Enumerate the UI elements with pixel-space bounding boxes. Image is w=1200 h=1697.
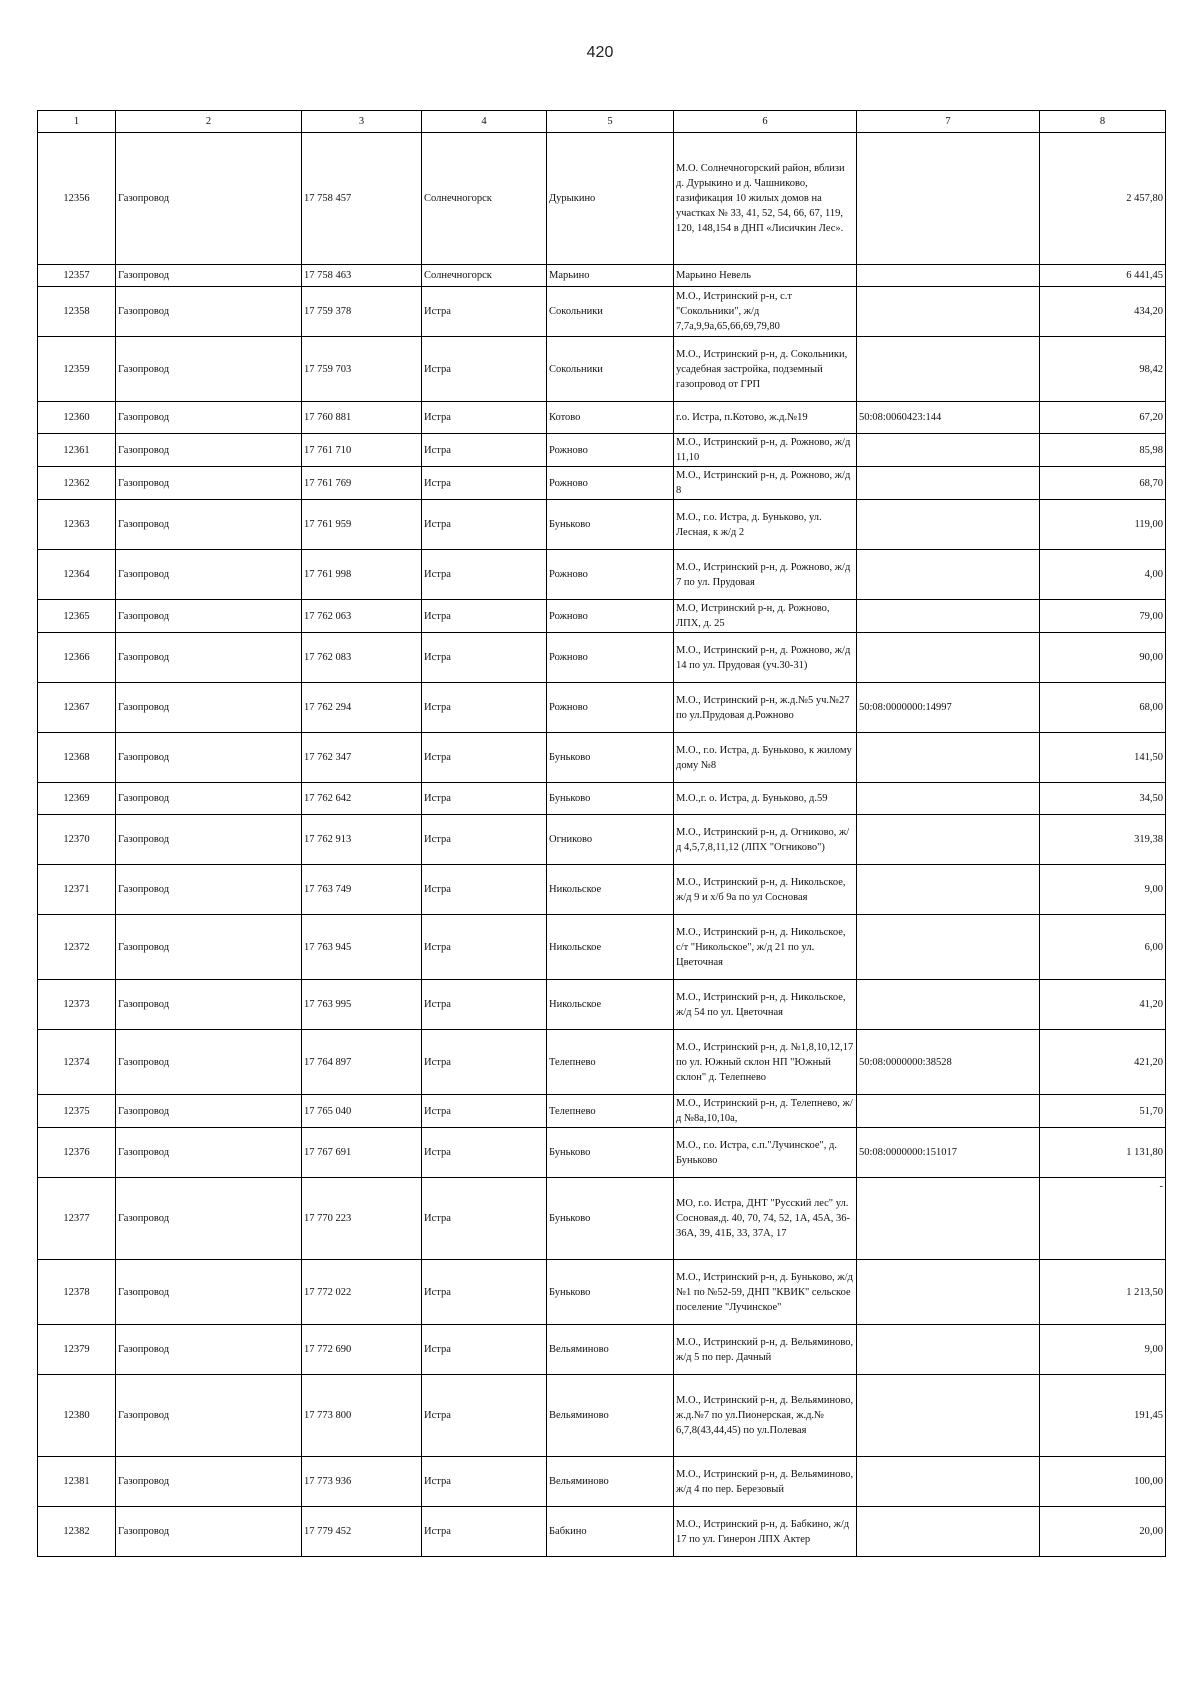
table-row xyxy=(38,1095,1166,1128)
table-row xyxy=(38,783,1166,815)
district-cell: Истра xyxy=(422,1095,547,1128)
district-cell: Истра xyxy=(422,1375,547,1457)
district-cell: Истра xyxy=(422,733,547,783)
row-number-cell: 12361 xyxy=(38,434,116,467)
object-name-cell: Газопровод xyxy=(116,733,302,783)
object-name-cell: Газопровод xyxy=(116,287,302,337)
column-header: 8 xyxy=(1040,111,1166,133)
district-cell: Истра xyxy=(422,1178,547,1260)
address-cell: Марьино Невель xyxy=(674,265,857,287)
value-cell: 6,00 xyxy=(1040,915,1166,980)
value-cell: 141,50 xyxy=(1040,733,1166,783)
district-cell: Истра xyxy=(422,1128,547,1178)
value-cell: 191,45 xyxy=(1040,1375,1166,1457)
cadastral-number-cell xyxy=(857,980,1040,1030)
object-name-cell: Газопровод xyxy=(116,337,302,402)
address-cell: М.О., Истринский р-н, д. Буньково, ж/д №1 по №52-59, ДНП "КВИК" сельское поселение "Лучинское" xyxy=(674,1260,857,1325)
table-row xyxy=(38,1178,1166,1260)
table-row xyxy=(38,683,1166,733)
locality-cell: Марьино xyxy=(547,265,674,287)
row-number-cell: 12367 xyxy=(38,683,116,733)
inventory-code-cell: 17 758 463 xyxy=(302,265,422,287)
cadastral-number-cell xyxy=(857,265,1040,287)
value-cell: 1 213,50 xyxy=(1040,1260,1166,1325)
object-name-cell: Газопровод xyxy=(116,1507,302,1557)
inventory-code-cell: 17 779 452 xyxy=(302,1507,422,1557)
row-number-cell: 12366 xyxy=(38,633,116,683)
table-row xyxy=(38,434,1166,467)
object-name-cell: Газопровод xyxy=(116,633,302,683)
address-cell: М.О.,г. о. Истра, д. Буньково, д.59 xyxy=(674,783,857,815)
address-cell: М.О., Истринский р-н, д. Бабкино, ж/д 17 по ул. Гинерон ЛПХ Актер xyxy=(674,1507,857,1557)
value-cell: 100,00 xyxy=(1040,1457,1166,1507)
locality-cell: Никольское xyxy=(547,915,674,980)
address-cell: М.О., г.о. Истра, д. Буньково, ул. Лесная, к ж/д 2 xyxy=(674,500,857,550)
locality-cell: Рожново xyxy=(547,467,674,500)
district-cell: Истра xyxy=(422,633,547,683)
address-cell: М.О., Истринский р-н, ж.д.№5 уч.№27 по ул.Прудовая д.Рожново xyxy=(674,683,857,733)
object-name-cell: Газопровод xyxy=(116,1030,302,1095)
row-number-cell: 12356 xyxy=(38,133,116,265)
district-cell: Истра xyxy=(422,815,547,865)
row-number-cell: 12373 xyxy=(38,980,116,1030)
header-row xyxy=(38,111,1166,133)
cadastral-number-cell xyxy=(857,915,1040,980)
inventory-code-cell: 17 762 347 xyxy=(302,733,422,783)
address-cell: М.О., Истринский р-н, д. Сокольники, усадебная застройка, подземный газопровод от ГРП xyxy=(674,337,857,402)
row-number-cell: 12376 xyxy=(38,1128,116,1178)
inventory-code-cell: 17 759 703 xyxy=(302,337,422,402)
address-cell: М.О., Истринский р-н, с.т "Сокольники", ж/д 7,7а,9,9а,65,66,69,79,80 xyxy=(674,287,857,337)
cadastral-number-cell xyxy=(857,1095,1040,1128)
row-number-cell: 12363 xyxy=(38,500,116,550)
inventory-code-cell: 17 761 710 xyxy=(302,434,422,467)
column-header: 2 xyxy=(116,111,302,133)
district-cell: Истра xyxy=(422,1325,547,1375)
locality-cell: Рожново xyxy=(547,683,674,733)
district-cell: Истра xyxy=(422,467,547,500)
district-cell: Истра xyxy=(422,915,547,980)
row-number-cell: 12371 xyxy=(38,865,116,915)
value-cell: 20,00 xyxy=(1040,1507,1166,1557)
district-cell: Истра xyxy=(422,865,547,915)
cadastral-number-cell xyxy=(857,600,1040,633)
value-cell: 67,20 xyxy=(1040,402,1166,434)
table-row xyxy=(38,980,1166,1030)
district-cell: Истра xyxy=(422,337,547,402)
district-cell: Солнечногорск xyxy=(422,265,547,287)
cadastral-number-cell xyxy=(857,467,1040,500)
page-number: 420 xyxy=(586,44,614,61)
row-number-cell: 12369 xyxy=(38,783,116,815)
object-name-cell: Газопровод xyxy=(116,402,302,434)
object-name-cell: Газопровод xyxy=(116,1095,302,1128)
district-cell: Истра xyxy=(422,500,547,550)
row-number-cell: 12368 xyxy=(38,733,116,783)
cadastral-number-cell xyxy=(857,434,1040,467)
object-name-cell: Газопровод xyxy=(116,133,302,265)
cadastral-number-cell xyxy=(857,783,1040,815)
inventory-code-cell: 17 761 998 xyxy=(302,550,422,600)
address-cell: М.О., Истринский р-н, д. Рожново, ж/д 14 по ул. Прудовая (уч.30-31) xyxy=(674,633,857,683)
table-row xyxy=(38,402,1166,434)
row-number-cell: 12365 xyxy=(38,600,116,633)
locality-cell: Сокольники xyxy=(547,287,674,337)
object-name-cell: Газопровод xyxy=(116,980,302,1030)
district-cell: Истра xyxy=(422,434,547,467)
cadastral-number-cell xyxy=(857,1178,1040,1260)
locality-cell: Никольское xyxy=(547,865,674,915)
inventory-code-cell: 17 762 642 xyxy=(302,783,422,815)
district-cell: Истра xyxy=(422,1260,547,1325)
locality-cell: Буньково xyxy=(547,1178,674,1260)
value-cell: 119,00 xyxy=(1040,500,1166,550)
inventory-code-cell: 17 761 959 xyxy=(302,500,422,550)
table-row xyxy=(38,133,1166,265)
address-cell: М.О. Солнечногорский район, вблизи д. Дурыкино и д. Чашниково, газификация 10 жилых домов на участках № 33, 41, 52, 54, 66, 67, 119, 120, 148,154 в ДНП «Лисичкин Лес». xyxy=(674,133,857,265)
row-number-cell: 12364 xyxy=(38,550,116,600)
cadastral-number-cell xyxy=(857,1375,1040,1457)
object-name-cell: Газопровод xyxy=(116,1260,302,1325)
table-row xyxy=(38,265,1166,287)
locality-cell: Буньково xyxy=(547,500,674,550)
table-row xyxy=(38,865,1166,915)
locality-cell: Бабкино xyxy=(547,1507,674,1557)
value-cell: 9,00 xyxy=(1040,865,1166,915)
inventory-code-cell: 17 760 881 xyxy=(302,402,422,434)
cadastral-number-cell xyxy=(857,500,1040,550)
district-cell: Истра xyxy=(422,1030,547,1095)
object-name-cell: Газопровод xyxy=(116,683,302,733)
cadastral-number-cell xyxy=(857,633,1040,683)
row-number-cell: 12359 xyxy=(38,337,116,402)
table-row xyxy=(38,550,1166,600)
object-name-cell: Газопровод xyxy=(116,1325,302,1375)
table-row xyxy=(38,915,1166,980)
object-name-cell: Газопровод xyxy=(116,865,302,915)
row-number-cell: 12382 xyxy=(38,1507,116,1557)
table-row xyxy=(38,467,1166,500)
table-row xyxy=(38,600,1166,633)
value-cell: 85,98 xyxy=(1040,434,1166,467)
locality-cell: Вельяминово xyxy=(547,1375,674,1457)
table-row xyxy=(38,1375,1166,1457)
column-header: 1 xyxy=(38,111,116,133)
table-row xyxy=(38,287,1166,337)
address-cell: МО, г.о. Истра, ДНТ "Русский лес" ул. Сосновая,д. 40, 70, 74, 52, 1А, 45А, 36-36А, 39, 41Б, 33, 37А, 17 xyxy=(674,1178,857,1260)
value-cell: 68,70 xyxy=(1040,467,1166,500)
cadastral-number-cell xyxy=(857,550,1040,600)
inventory-code-cell: 17 772 022 xyxy=(302,1260,422,1325)
locality-cell: Буньково xyxy=(547,733,674,783)
table-row xyxy=(38,337,1166,402)
object-name-cell: Газопровод xyxy=(116,550,302,600)
object-name-cell: Газопровод xyxy=(116,1457,302,1507)
address-cell: М.О., Истринский р-н, д. Никольское, ж/д 9 и х/б 9а по ул Сосновая xyxy=(674,865,857,915)
locality-cell: Рожново xyxy=(547,434,674,467)
address-cell: М.О., Истринский р-н, д. Вельяминово, ж.д.№7 по ул.Пионерская, ж.д.№ 6,7,8(43,44,45) по ул.Полевая xyxy=(674,1375,857,1457)
district-cell: Истра xyxy=(422,550,547,600)
value-cell: 319,38 xyxy=(1040,815,1166,865)
row-number-cell: 12370 xyxy=(38,815,116,865)
row-number-cell: 12378 xyxy=(38,1260,116,1325)
cadastral-number-cell xyxy=(857,1325,1040,1375)
locality-cell: Вельяминово xyxy=(547,1457,674,1507)
row-number-cell: 12360 xyxy=(38,402,116,434)
row-number-cell: 12372 xyxy=(38,915,116,980)
inventory-code-cell: 17 765 040 xyxy=(302,1095,422,1128)
address-cell: М.О., Истринский р-н, д. Никольское, ж/д 54 по ул. Цветочная xyxy=(674,980,857,1030)
table-row xyxy=(38,1260,1166,1325)
cadastral-number-cell: 50:08:0060423:144 xyxy=(857,402,1040,434)
object-name-cell: Газопровод xyxy=(116,815,302,865)
cadastral-number-cell xyxy=(857,865,1040,915)
locality-cell: Рожново xyxy=(547,600,674,633)
column-header: 7 xyxy=(857,111,1040,133)
cadastral-number-cell xyxy=(857,733,1040,783)
address-cell: М.О., г.о. Истра, с.п."Лучинское", д. Буньково xyxy=(674,1128,857,1178)
object-name-cell: Газопровод xyxy=(116,500,302,550)
district-cell: Истра xyxy=(422,783,547,815)
table-row xyxy=(38,1128,1166,1178)
table-row xyxy=(38,815,1166,865)
locality-cell: Дурыкино xyxy=(547,133,674,265)
district-cell: Истра xyxy=(422,1507,547,1557)
address-cell: М.О., Истринский р-н, д. Никольское, с/т "Никольское", ж/д 21 по ул. Цветочная xyxy=(674,915,857,980)
value-cell: 51,70 xyxy=(1040,1095,1166,1128)
value-cell: 434,20 xyxy=(1040,287,1166,337)
locality-cell: Рожново xyxy=(547,633,674,683)
address-cell: М.О., Истринский р-н, д. Вельяминово, ж/д 5 по пер. Дачный xyxy=(674,1325,857,1375)
object-name-cell: Газопровод xyxy=(116,434,302,467)
value-cell: 6 441,45 xyxy=(1040,265,1166,287)
inventory-code-cell: 17 763 749 xyxy=(302,865,422,915)
inventory-code-cell: 17 759 378 xyxy=(302,287,422,337)
object-name-cell: Газопровод xyxy=(116,1178,302,1260)
inventory-code-cell: 17 762 083 xyxy=(302,633,422,683)
table-row xyxy=(38,1030,1166,1095)
column-header: 4 xyxy=(422,111,547,133)
district-cell: Солнечногорск xyxy=(422,133,547,265)
value-cell: 2 457,80 xyxy=(1040,133,1166,265)
district-cell: Истра xyxy=(422,287,547,337)
column-header: 5 xyxy=(547,111,674,133)
object-name-cell: Газопровод xyxy=(116,915,302,980)
table-row xyxy=(38,1457,1166,1507)
address-cell: г.о. Истра, п.Котово, ж.д.№19 xyxy=(674,402,857,434)
district-cell: Истра xyxy=(422,980,547,1030)
table-row xyxy=(38,733,1166,783)
cadastral-number-cell xyxy=(857,133,1040,265)
locality-cell: Буньково xyxy=(547,1128,674,1178)
locality-cell: Буньково xyxy=(547,1260,674,1325)
table-row xyxy=(38,633,1166,683)
cadastral-number-cell: 50:08:0000000:38528 xyxy=(857,1030,1040,1095)
row-number-cell: 12358 xyxy=(38,287,116,337)
inventory-code-cell: 17 773 936 xyxy=(302,1457,422,1507)
inventory-code-cell: 17 761 769 xyxy=(302,467,422,500)
object-name-cell: Газопровод xyxy=(116,265,302,287)
inventory-code-cell: 17 762 063 xyxy=(302,600,422,633)
inventory-code-cell: 17 767 691 xyxy=(302,1128,422,1178)
value-cell: 34,50 xyxy=(1040,783,1166,815)
object-name-cell: Газопровод xyxy=(116,467,302,500)
row-number-cell: 12374 xyxy=(38,1030,116,1095)
row-number-cell: 12377 xyxy=(38,1178,116,1260)
address-cell: М.О., Истринский р-н, д. Вельяминово, ж/д 4 по пер. Березовый xyxy=(674,1457,857,1507)
value-cell: 79,00 xyxy=(1040,600,1166,633)
cadastral-number-cell xyxy=(857,1507,1040,1557)
address-cell: М.О., Истринский р-н, д. Телепнево, ж/д №8а,10,10а, xyxy=(674,1095,857,1128)
inventory-code-cell: 17 764 897 xyxy=(302,1030,422,1095)
table-row xyxy=(38,500,1166,550)
table-row xyxy=(38,1325,1166,1375)
inventory-code-cell: 17 772 690 xyxy=(302,1325,422,1375)
table-row xyxy=(38,1507,1166,1557)
value-cell: 68,00 xyxy=(1040,683,1166,733)
locality-cell: Вельяминово xyxy=(547,1325,674,1375)
value-cell: 90,00 xyxy=(1040,633,1166,683)
address-cell: М.О., г.о. Истра, д. Буньково, к жилому дому №8 xyxy=(674,733,857,783)
address-cell: М.О, Истринский р-н, д. Рожново, ЛПХ, д. 25 xyxy=(674,600,857,633)
column-header: 6 xyxy=(674,111,857,133)
locality-cell: Телепнево xyxy=(547,1030,674,1095)
registry-table xyxy=(37,110,1166,1557)
row-number-cell: 12362 xyxy=(38,467,116,500)
district-cell: Истра xyxy=(422,402,547,434)
value-cell: - xyxy=(1040,1178,1166,1260)
value-cell: 1 131,80 xyxy=(1040,1128,1166,1178)
locality-cell: Огниково xyxy=(547,815,674,865)
value-cell: 98,42 xyxy=(1040,337,1166,402)
cadastral-number-cell xyxy=(857,815,1040,865)
district-cell: Истра xyxy=(422,600,547,633)
address-cell: М.О., Истринский р-н, д. Рожново, ж/д 11,10 xyxy=(674,434,857,467)
cadastral-number-cell: 50:08:0000000:14997 xyxy=(857,683,1040,733)
row-number-cell: 12381 xyxy=(38,1457,116,1507)
address-cell: М.О., Истринский р-н, д. №1,8,10,12,17 по ул. Южный склон НП "Южный склон" д. Телепнево xyxy=(674,1030,857,1095)
address-cell: М.О., Истринский р-н, д. Рожново, ж/д 7 по ул. Прудовая xyxy=(674,550,857,600)
locality-cell: Никольское xyxy=(547,980,674,1030)
locality-cell: Телепнево xyxy=(547,1095,674,1128)
inventory-code-cell: 17 773 800 xyxy=(302,1375,422,1457)
inventory-code-cell: 17 762 913 xyxy=(302,815,422,865)
cadastral-number-cell xyxy=(857,287,1040,337)
column-header: 3 xyxy=(302,111,422,133)
locality-cell: Буньково xyxy=(547,783,674,815)
inventory-code-cell: 17 758 457 xyxy=(302,133,422,265)
district-cell: Истра xyxy=(422,1457,547,1507)
row-number-cell: 12357 xyxy=(38,265,116,287)
row-number-cell: 12375 xyxy=(38,1095,116,1128)
cadastral-number-cell xyxy=(857,337,1040,402)
locality-cell: Сокольники xyxy=(547,337,674,402)
value-cell: 9,00 xyxy=(1040,1325,1166,1375)
object-name-cell: Газопровод xyxy=(116,1375,302,1457)
district-cell: Истра xyxy=(422,683,547,733)
locality-cell: Котово xyxy=(547,402,674,434)
address-cell: М.О., Истринский р-н, д. Огниково, ж/д 4,5,7,8,11,12 (ЛПХ "Огниково") xyxy=(674,815,857,865)
inventory-code-cell: 17 762 294 xyxy=(302,683,422,733)
value-cell: 4,00 xyxy=(1040,550,1166,600)
object-name-cell: Газопровод xyxy=(116,1128,302,1178)
row-number-cell: 12379 xyxy=(38,1325,116,1375)
inventory-code-cell: 17 763 945 xyxy=(302,915,422,980)
value-cell: 421,20 xyxy=(1040,1030,1166,1095)
object-name-cell: Газопровод xyxy=(116,783,302,815)
object-name-cell: Газопровод xyxy=(116,600,302,633)
row-number-cell: 12380 xyxy=(38,1375,116,1457)
cadastral-number-cell: 50:08:0000000:151017 xyxy=(857,1128,1040,1178)
cadastral-number-cell xyxy=(857,1457,1040,1507)
address-cell: М.О., Истринский р-н, д. Рожново, ж/д 8 xyxy=(674,467,857,500)
inventory-code-cell: 17 763 995 xyxy=(302,980,422,1030)
inventory-code-cell: 17 770 223 xyxy=(302,1178,422,1260)
cadastral-number-cell xyxy=(857,1260,1040,1325)
value-cell: 41,20 xyxy=(1040,980,1166,1030)
locality-cell: Рожново xyxy=(547,550,674,600)
